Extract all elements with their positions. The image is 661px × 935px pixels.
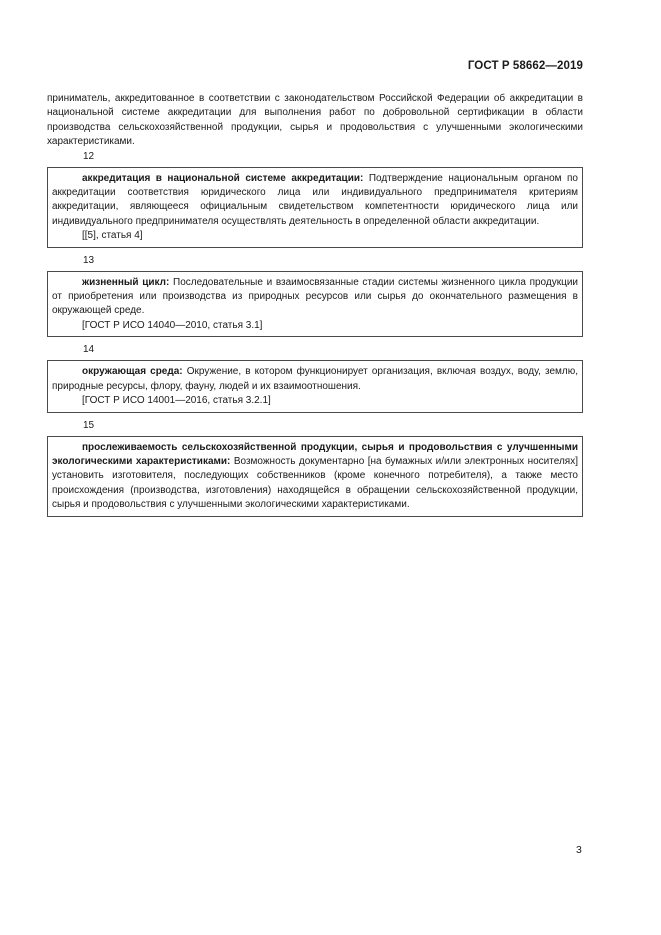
intro-paragraph: приниматель, аккредитованное в соответствии с законодательством Российской Федерации об аккредитации в национальной системе аккредитации для выполнения работ по добровольной сертификации в области производства сельскохозяйственной продукции, сырья и продовольствия с улучшенными экологическими характеристиками. [47, 93, 583, 148]
term-source: [ГОСТ Р ИСО 14001—2016, статья 3.2.1] [82, 395, 271, 407]
term-entry [47, 343, 583, 412]
term-definition [52, 441, 578, 513]
term-box [47, 360, 583, 412]
term-name: окружающая среда: [82, 366, 183, 378]
term-name: жизненный цикл: [82, 276, 170, 288]
term-number: 14 [83, 344, 95, 356]
document-body [47, 92, 583, 523]
term-name: прослеживаемость сельскохозяйственной продукции, сырья и продовольствия с улучшенными экологическими характеристиками: [52, 441, 578, 467]
term-box [47, 436, 583, 517]
term-entry [47, 254, 583, 338]
definition-text: Последовательные и взаимосвязанные стадии системы жизненного цикла продукции от приобретения или производства из природных ресурсов или сырья до окончательного размещения в окружающей среде. [52, 276, 578, 317]
definition-text: Подтверждение национальным органом по аккредитации соответствия юридического лица или индивидуального предпринимателя критериям аккредитации, являющееся официальным свидетельством компетентности юридического лица или индивидуального предпринимателя осуществлять деятельность в определенной области аккредитации. [52, 172, 578, 227]
term-name: аккредитация в национальной системе аккредитации: [82, 172, 364, 184]
page-number: 3 [576, 844, 582, 856]
term-number: 13 [83, 254, 95, 266]
term-source: [ГОСТ Р ИСО 14040—2010, статья 3.1] [82, 319, 263, 331]
term-definition [52, 276, 578, 319]
term-entry [47, 150, 583, 248]
term-number: 15 [83, 419, 95, 431]
term-entry [47, 419, 583, 517]
term-number: 12 [83, 150, 95, 162]
term-definition [52, 365, 578, 394]
definition-text: Возможность документарно [на бумажных и/или электронных носителях] установить изготовителя, последующих собственников (кроме конечного потребителя), а также место происхождения (производства, изготовления) находящейся в обращении сельскохозяйственной продукции, сырья и продовольствия с улучшенными экологическими характеристиками. [52, 455, 578, 511]
term-definition [52, 172, 578, 230]
standard-designation: ГОСТ Р 58662—2019 [467, 60, 583, 72]
term-box [47, 271, 583, 338]
definition-text: Окружение, в котором функционирует организация, включая воздух, воду, землю, природные ресурсы, флору, фауну, людей и их взаимоотношения. [52, 366, 579, 392]
term-source: [[5], статья 4] [82, 230, 143, 242]
term-box [47, 167, 583, 248]
